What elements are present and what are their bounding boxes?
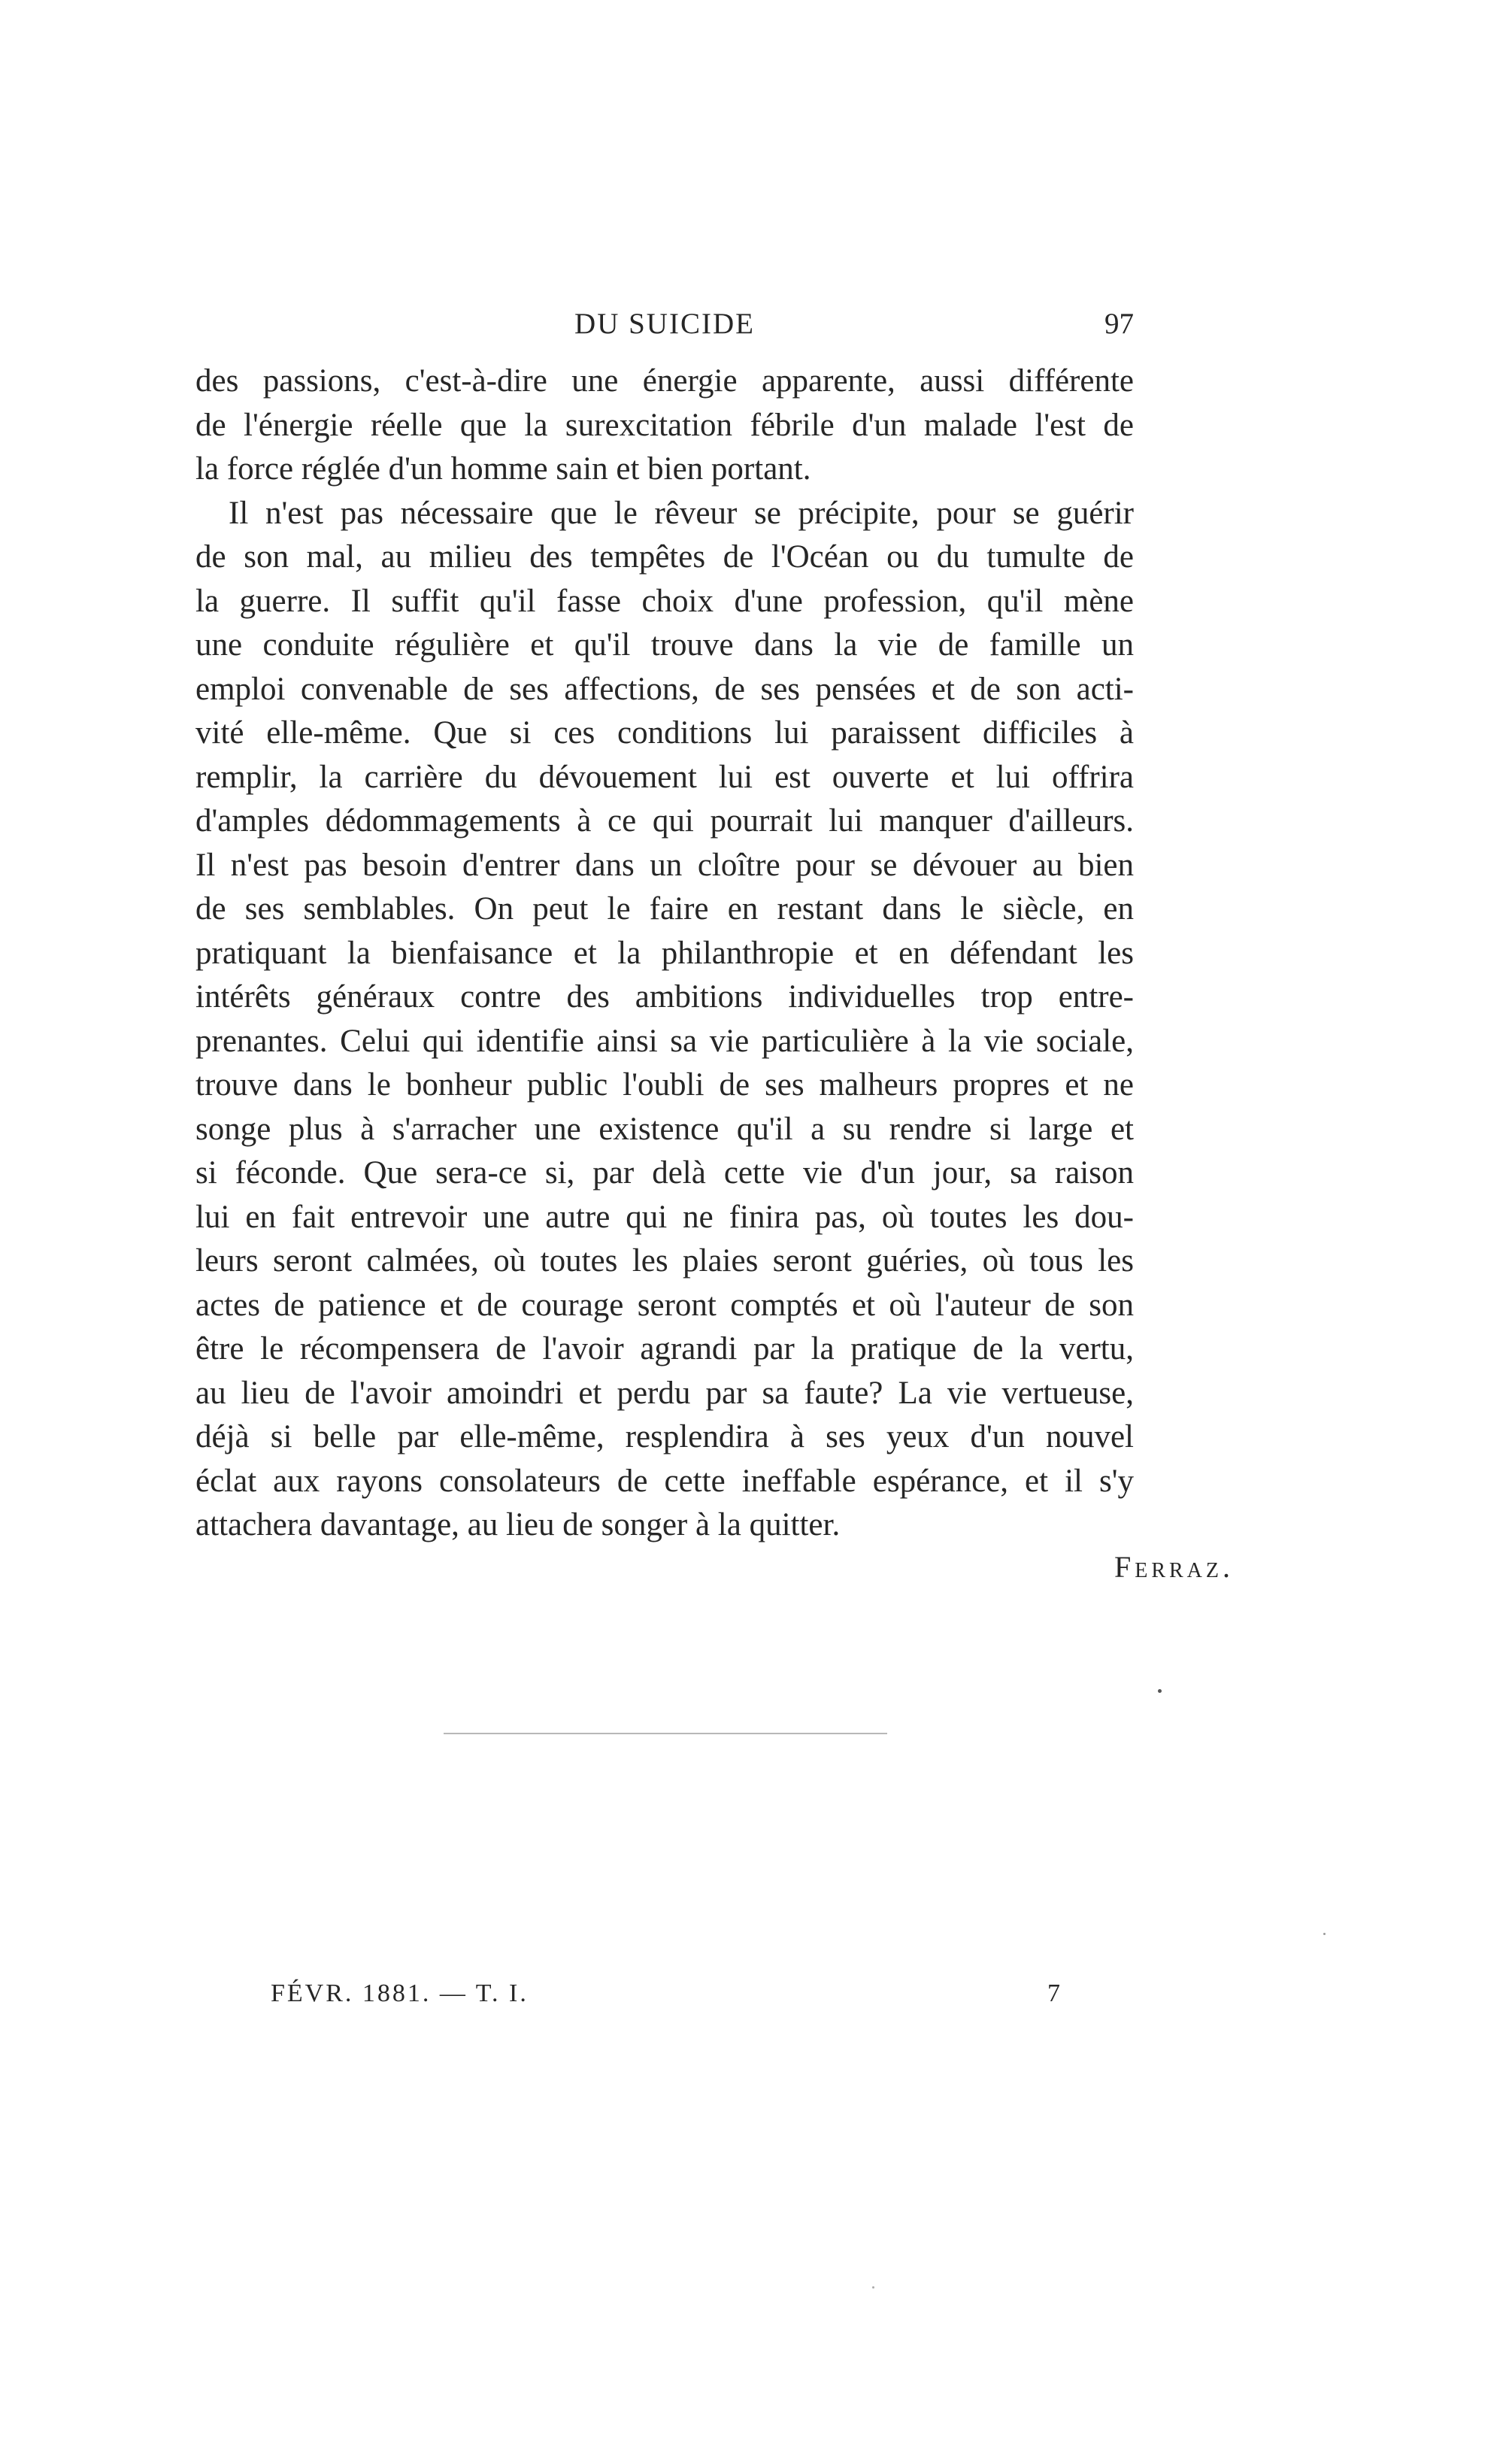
text-line: une conduite régulière et qu'il trouve dans la vie de famille un [195,627,1134,663]
issue-date: FÉVR. 1881. — T. I. [271,1979,529,2007]
text-line: attachera davantage, au lieu de songer à la quitter. [195,1507,841,1542]
text-line: déjà si belle par elle-même, resplendira à ses yeux d'un nouvel [195,1419,1134,1454]
text-line: des passions, c'est-à-dire une énergie apparente, aussi différente [195,363,1134,399]
text-line: vité elle-même. Que si ces conditions lui paraissent difficiles à [195,715,1134,751]
text-line: Il n'est pas nécessaire que le rêveur se précipite, pour se guérir [229,495,1134,531]
running-header [195,301,1134,346]
scan-speck [1158,1689,1162,1693]
section-divider [444,1733,887,1734]
scan-speck [1323,1933,1326,1935]
text-line: la guerre. Il suffit qu'il fasse choix d'une profession, qu'il mène [195,583,1134,619]
text-line: au lieu de l'avoir amoindri et perdu par sa faute? La vie vertueuse, [195,1375,1134,1411]
text-line: si féconde. Que sera-ce si, par delà cette vie d'un jour, sa raison [195,1155,1134,1191]
running-title: DU SUICIDE [574,308,755,340]
text-line: remplir, la carrière du dévouement lui est ouverte et lui offrira [195,759,1134,795]
text-line: lui en fait entrevoir une autre qui ne finira pas, où toutes les dou- [195,1199,1134,1235]
scan-speck [872,2286,874,2289]
text-line: prenantes. Celui qui identifie ainsi sa vie particulière à la vie sociale, [195,1023,1134,1059]
author-signature: Ferraz. [1114,1550,1234,1584]
text-line: intérêts généraux contre des ambitions individuelles trop entre- [195,979,1134,1015]
text-line: Il n'est pas besoin d'entrer dans un cloître pour se dévouer au bien [195,847,1134,883]
text-line: la force réglée d'un homme sain et bien portant. [195,451,811,487]
text-line: emploi convenable de ses affections, de ses pensées et de son acti- [195,671,1134,707]
text-line: leurs seront calmées, où toutes les plaies seront guéries, où tous les [195,1243,1134,1279]
text-line: songe plus à s'arracher une existence qu'il a su rendre si large et [195,1111,1134,1147]
text-line: être le récompensera de l'avoir agrandi par la pratique de la vertu, [195,1331,1134,1366]
page-number: 97 [1104,308,1134,340]
text-line: de ses semblables. On peut le faire en restant dans le siècle, en [195,891,1134,927]
text-line: pratiquant la bienfaisance et la philanthropie et en défendant les [195,935,1134,971]
page-footer [271,1979,1060,2017]
text-line: d'amples dédommagements à ce qui pourrait lui manquer d'ailleurs. [195,803,1134,839]
text-line: trouve dans le bonheur public l'oubli de ses malheurs propres et ne [195,1067,1134,1103]
text-line: éclat aux rayons consolateurs de cette ineffable espérance, et il s'y [195,1463,1134,1499]
signature-mark: 7 [1047,1979,1060,2007]
body-text [195,359,1134,1548]
text-line: de l'énergie réelle que la surexcitation fébrile d'un malade l'est de [195,407,1134,443]
text-line: de son mal, au milieu des tempêtes de l'Océan ou du tumulte de [195,539,1134,575]
text-line: actes de patience et de courage seront comptés et où l'auteur de son [195,1287,1134,1323]
